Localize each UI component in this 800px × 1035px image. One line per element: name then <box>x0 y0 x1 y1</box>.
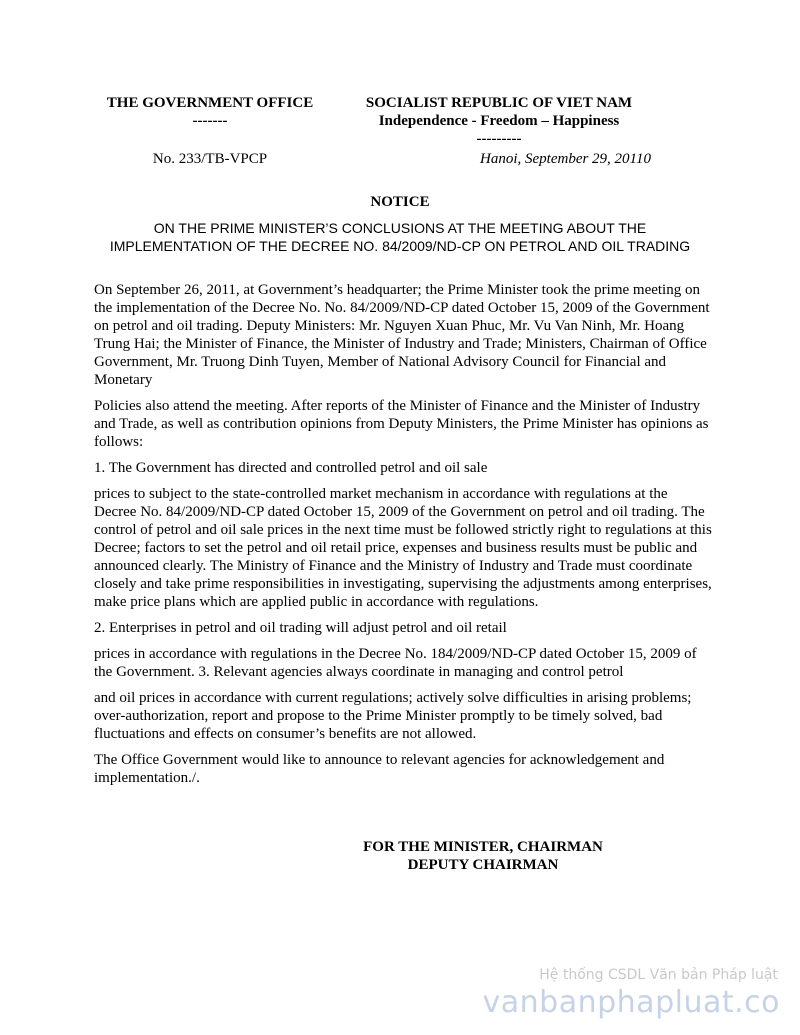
national-title-block <box>338 94 660 148</box>
body-paragraph: prices to subject to the state-controlled market mechanism in accordance with regulations at the Decree No. 84/2009/ND-CP dated October 15, 2009 of the Government on petrol and oil trading. The control of petrol and oil sale prices in the next time must be followed strictly right to regulations at this Decree; factors to set the petrol and oil retail price, expenses and business results must be public and announced clearly. The Ministry of Finance and the Ministry of Industry and Trade must coordinate closely and take prime responsibilities in investigating, supervising the adjustments among enterprises, make price plans which are applied public in accordance with regulations. <box>94 486 712 610</box>
issuer-name: THE GOVERNMENT OFFICE <box>106 95 314 111</box>
signature-line-1: FOR THE MINISTER, CHAIRMAN <box>363 839 603 855</box>
document-subtitle: ON THE PRIME MINISTER’S CONCLUSIONS AT THE MEETING ABOUT THE IMPLEMENTATION OF THE DECREE NO. 84/2009/ND-CP ON PETROL AND OIL TRADING <box>109 220 691 254</box>
place-and-date: Hanoi, September 29, 20110 <box>480 151 651 167</box>
national-motto: Independence - Freedom – Happiness <box>378 113 620 129</box>
body-paragraph: The Office Government would like to announce to relevant agencies for acknowledgement and implementation./. <box>94 752 665 786</box>
body-paragraph: On September 26, 2011, at Government’s headquarter; the Prime Minister took the prime meeting on the implementation of the Decree No. No. 84/2009/ND-CP dated October 15, 2009 of the Government on petrol and oil trading. Deputy Ministers: Mr. Nguyen Xuan Phuc, Mr. Vu Van Ninh, Mr. Hoang Trung Hai; the Minister of Finance, the Minister of Industry and Trade; Ministers, Chairman of Office Government, Mr. Truong Dinh Tuyen, Member of National Advisory Council for Financial and Monetary <box>94 282 710 388</box>
signature-block <box>340 838 626 874</box>
issuer-rule: ------- <box>192 113 228 129</box>
watermark <box>483 966 780 1022</box>
body-paragraph: 2. Enterprises in petrol and oil trading will adjust petrol and oil retail <box>94 620 507 636</box>
body-paragraph: Policies also attend the meeting. After reports of the Minister of Finance and the Minister of Industry and Trade, as well as contribution opinions from Deputy Ministers, the Prime Minister has opinions as follows: <box>94 398 709 450</box>
document-title: NOTICE <box>370 194 430 210</box>
country-name: SOCIALIST REPUBLIC OF VIET NAM <box>365 95 633 111</box>
document-body <box>94 281 712 795</box>
signature-line-2: DEPUTY CHAIRMAN <box>407 857 559 873</box>
body-paragraph: 1. The Government has directed and controlled petrol and oil sale <box>94 460 488 476</box>
motto-rule: --------- <box>476 131 522 147</box>
document-number: No. 233/TB-VPCP <box>152 151 268 167</box>
body-paragraph: prices in accordance with regulations in the Decree No. 184/2009/ND-CP dated October 15, 2009 of the Government. 3. Relevant agencies always coordinate in managing and control petrol <box>94 646 697 680</box>
watermark-site: vanbanphapluat.co <box>482 985 780 1020</box>
watermark-caption: Hệ thống CSDL Văn bản Pháp luật <box>539 967 778 983</box>
issuer-block <box>92 94 328 130</box>
body-paragraph: and oil prices in accordance with current regulations; actively solve difficulties in arising problems; over-authorization, report and propose to the Prime Minister promptly to be timely solved, bad fluctuations and effects on consumer’s benefits are not allowed. <box>94 690 692 742</box>
